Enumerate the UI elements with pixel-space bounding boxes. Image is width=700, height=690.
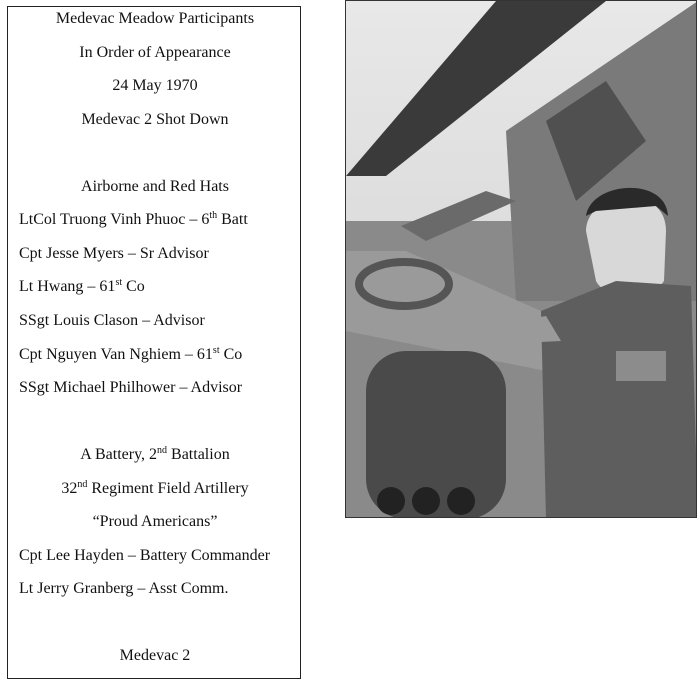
participant-item xyxy=(8,244,302,264)
ordinal: st xyxy=(212,345,220,356)
doc-footer: Medevac 2 xyxy=(119,647,191,664)
soldier-aircraft-photo xyxy=(345,0,697,518)
doc-title: Medevac Meadow Participants xyxy=(55,10,255,27)
doc-subtitle: In Order of Appearance xyxy=(79,44,231,61)
text: Regiment Field Artillery xyxy=(87,480,249,497)
participant-item xyxy=(8,277,302,297)
text: LtCol Truong Vinh Phuoc – 6 xyxy=(19,211,210,228)
text: SSgt Michael Philhower – Advisor xyxy=(19,379,243,396)
section2-nickname: “Proud Americans” xyxy=(92,513,218,530)
participant-item xyxy=(8,345,302,365)
text: Cpt Lee Hayden – Battery Commander xyxy=(19,547,271,564)
section2-heading xyxy=(8,445,302,465)
participants-list-box xyxy=(7,6,301,679)
doc-event: Medevac 2 Shot Down xyxy=(81,111,229,128)
text: A Battery, 2 xyxy=(80,446,158,463)
text: Lt Hwang – 61 xyxy=(19,278,116,295)
text: Cpt Jesse Myers – Sr Advisor xyxy=(19,245,209,262)
photo-illustration xyxy=(346,1,697,518)
text: 32 xyxy=(61,480,78,497)
text: Co xyxy=(219,346,243,363)
text: Co xyxy=(122,278,145,295)
ordinal: nd xyxy=(77,479,88,490)
participant-item xyxy=(8,210,302,230)
text: Battalion xyxy=(167,446,230,463)
participant-item xyxy=(8,311,302,331)
ordinal: nd xyxy=(157,445,168,456)
text: Cpt Nguyen Van Nghiem – 61 xyxy=(19,346,213,363)
participant-item xyxy=(8,378,302,398)
text: Lt Jerry Granberg – Asst Comm. xyxy=(19,580,229,597)
participant-item xyxy=(8,546,302,566)
text: Batt xyxy=(217,211,248,228)
ordinal: th xyxy=(209,210,218,221)
section1-heading: Airborne and Red Hats xyxy=(81,178,229,195)
ordinal: st xyxy=(115,277,123,288)
text: SSgt Louis Clason – Advisor xyxy=(19,312,205,329)
doc-date: 24 May 1970 xyxy=(112,77,198,94)
participant-item xyxy=(8,579,302,599)
section2-subheading xyxy=(8,479,302,499)
